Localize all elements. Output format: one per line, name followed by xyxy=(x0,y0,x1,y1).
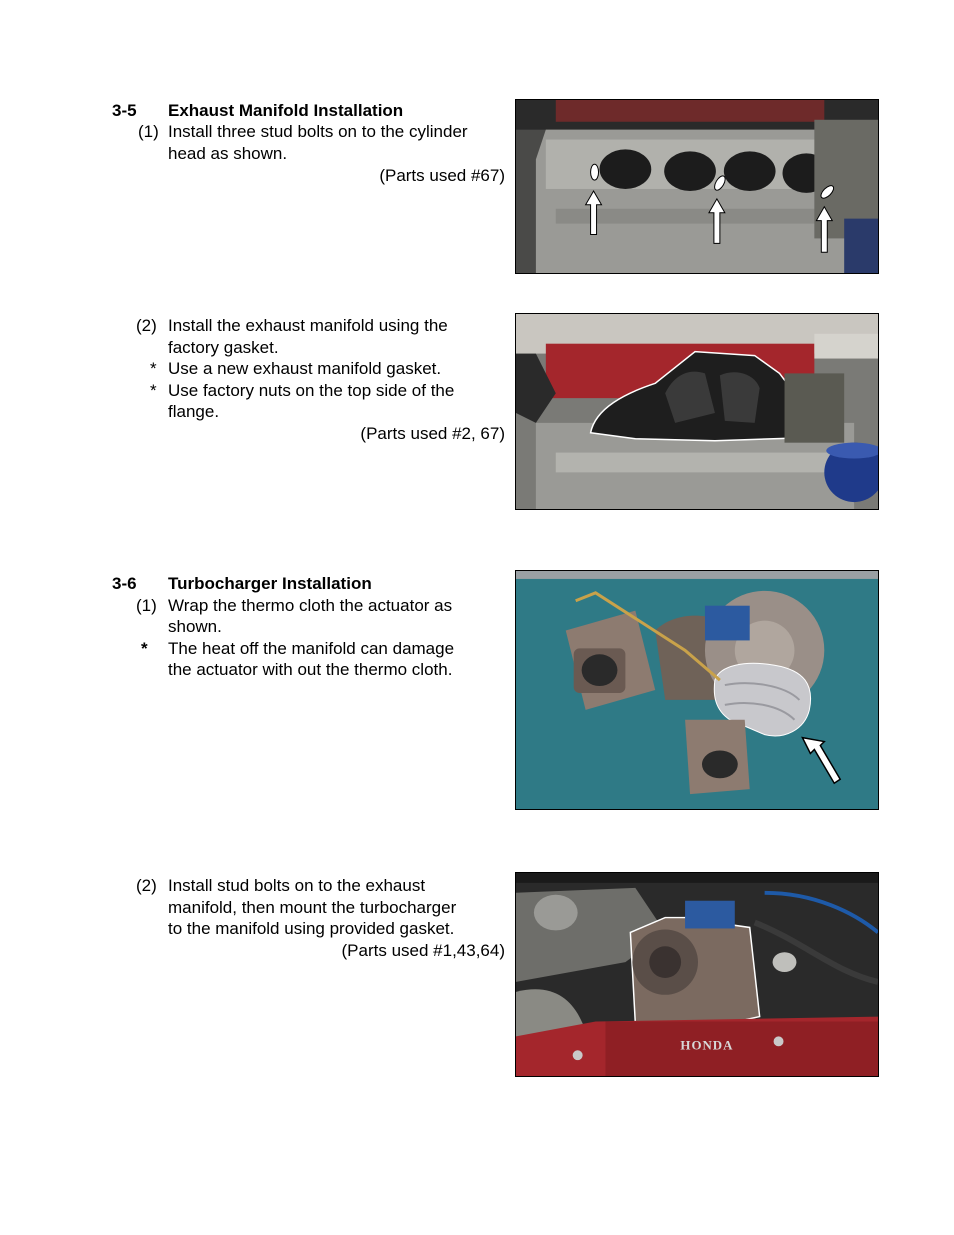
step-text-line: manifold, then mount the turbocharger xyxy=(168,898,457,917)
step-marker: (2) xyxy=(136,316,157,335)
step-text-line: to the manifold using provided gasket. xyxy=(168,919,455,938)
section-title-3-6: Turbocharger Installation xyxy=(168,574,372,593)
step-text-line: shown. xyxy=(168,617,222,636)
photo-turbo-thermo-cloth xyxy=(515,570,879,810)
step-marker: (1) xyxy=(138,122,159,141)
note-text-line: the actuator with out the thermo cloth. xyxy=(168,660,453,679)
note-bullet: * xyxy=(141,639,148,658)
note-text-line: flange. xyxy=(168,402,220,421)
section-number-3-5: 3-5 xyxy=(112,101,137,120)
note-text-line: Use factory nuts on the top side of the xyxy=(168,381,455,400)
photo-exhaust-manifold-installed xyxy=(515,313,879,510)
step-marker: (1) xyxy=(136,596,157,615)
note-text-line: Use a new exhaust manifold gasket. xyxy=(168,359,442,378)
step-text-line: factory gasket. xyxy=(168,338,279,357)
note-bullet: * xyxy=(150,381,157,400)
valve-cover-logo: HONDA xyxy=(680,1038,734,1053)
step-text-line: Wrap the thermo cloth the actuator as xyxy=(168,596,453,615)
note-bullet: * xyxy=(150,359,157,378)
parts-used-label: (Parts used #67) xyxy=(379,166,505,185)
step-text-line: Install three stud bolts on to the cylinder xyxy=(168,122,468,141)
note-text-line: The heat off the manifold can damage xyxy=(168,639,455,658)
step-text-line: Install stud bolts on to the exhaust xyxy=(168,876,426,895)
parts-used-label: (Parts used #2, 67) xyxy=(360,424,505,443)
section-title-3-5: Exhaust Manifold Installation xyxy=(168,101,404,120)
parts-used-label: (Parts used #1,43,64) xyxy=(341,941,505,960)
photo-cylinder-head-studs xyxy=(515,99,879,274)
step-marker: (2) xyxy=(136,876,157,895)
step-text-line: Install the exhaust manifold using the xyxy=(168,316,448,335)
section-number-3-6: 3-6 xyxy=(112,574,137,593)
step-text-line: head as shown. xyxy=(168,144,288,163)
photo-turbo-mounted xyxy=(515,872,879,1077)
